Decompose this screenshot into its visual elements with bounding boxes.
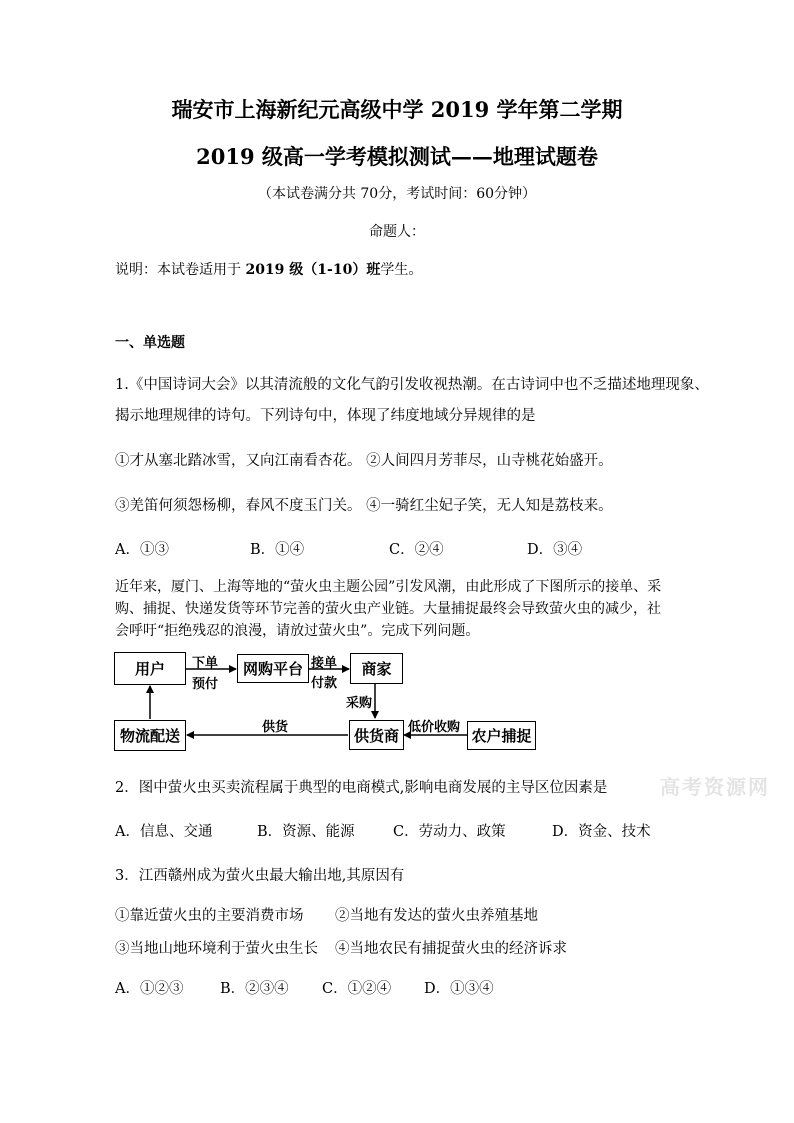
q1-option-b[interactable]: B．①④ [250, 542, 305, 558]
q3-stem: 3．江西赣州成为萤火虫最大输出地,其原因有 [115, 868, 405, 884]
watermark: 高考资源网 [660, 775, 770, 799]
label-pay: 付款 [311, 676, 338, 691]
q3-option-a[interactable]: A．①②③ [115, 981, 184, 997]
q2-option-a[interactable]: A．信息、交通 [115, 824, 213, 840]
passage-line2: 购、捕捉、快递发货等环节完善的萤火虫产业链。大量捕捉最终会导致萤火虫的减少，社 [115, 601, 661, 617]
q2-option-c[interactable]: C．劳动力、政策 [393, 824, 506, 840]
q1-stem-line1: 1.《中国诗词大会》以其清流般的文化气韵引发收视热潮。在古诗词中也不乏描述地理现象、 [115, 377, 709, 393]
box-merchant: 商家 [350, 653, 403, 684]
box-logistics: 物流配送 [114, 720, 186, 751]
box-platform: 网购平台 [237, 654, 309, 683]
q3-item-2: ②当地有发达的萤火虫养殖基地 [335, 908, 538, 924]
paper-title-line1: 瑞安市上海新纪元高级中学 2019 学年第二学期 [171, 97, 623, 122]
label-prepay: 预付 [192, 677, 219, 692]
instruction-prefix: 说明：本试卷适用于 [115, 262, 246, 278]
q3-item-3: ③当地山地环境利于萤火虫生长 [115, 941, 318, 957]
box-user: 用户 [114, 652, 186, 685]
q3-item-1: ①靠近萤火虫的主要消费市场 [115, 908, 304, 924]
q3-option-d[interactable]: D．①③④ [424, 981, 494, 997]
q2-option-d[interactable]: D．资金、技术 [552, 824, 651, 840]
label-lowprice: 低价收购 [408, 720, 461, 735]
author-line: 命题人： [369, 224, 425, 240]
instruction-class: 2019 级（1-10）班 [245, 262, 381, 278]
label-accept: 接单 [311, 656, 338, 671]
box-farmer: 农户捕捉 [467, 721, 536, 750]
q1-option-d[interactable]: D．③④ [527, 542, 583, 558]
passage-line1: 近年来，厦门、上海等地的“萤火虫主题公园”引发风潮，由此形成了下图所示的接单、采 [115, 579, 662, 595]
q1-items-line1: ①才从塞北踏冰雪，又向江南看杏花。 ②人间四月芳菲尽，山寺桃花始盛开。 [115, 453, 613, 469]
paper-title-line2: 2019 级高一学考模拟测试——地理试题卷 [196, 144, 598, 169]
exam-info: （本试卷满分共 70分，考试时间：60分钟） [257, 186, 537, 202]
label-order: 下单 [192, 656, 219, 671]
box-supplier: 供货商 [349, 720, 404, 750]
q1-option-a[interactable]: A．①③ [115, 542, 169, 558]
q1-option-c[interactable]: C．②④ [389, 542, 444, 558]
q1-stem-line2: 揭示地理规律的诗句。下列诗句中，体现了纬度地域分异规律的是 [115, 408, 536, 424]
q2-option-b[interactable]: B．资源、能源 [257, 824, 355, 840]
instruction-line [115, 259, 422, 279]
passage-line3: 会呼吁“拒绝残忍的浪漫，请放过萤火虫”。完成下列问题。 [115, 623, 480, 639]
q2-stem: 2．图中萤火虫买卖流程属于典型的电商模式,影响电商发展的主导区位因素是 [115, 780, 608, 796]
q1-items-line2: ③羌笛何须怨杨柳，春风不度玉门关。 ④一骑红尘妃子笑，无人知是荔枝来。 [115, 498, 613, 514]
label-supply: 供货 [262, 720, 289, 735]
label-purchase: 采购 [346, 696, 373, 711]
q3-option-c[interactable]: C．①②④ [322, 981, 392, 997]
section-title: 一、单选题 [115, 335, 185, 351]
q3-item-4: ④当地农民有捕捉萤火虫的经济诉求 [335, 941, 567, 957]
q3-option-b[interactable]: B．②③④ [220, 981, 289, 997]
instruction-suffix: 学生。 [380, 262, 423, 278]
